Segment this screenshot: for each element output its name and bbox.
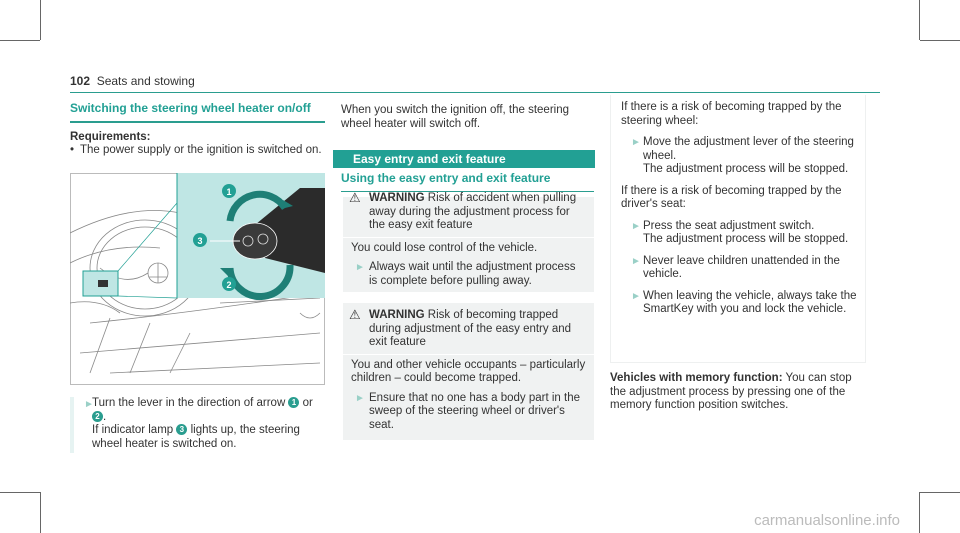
warning-step [343, 392, 594, 433]
callout-2-label: 2 [226, 280, 232, 290]
step-arrow-icon: ► [355, 262, 365, 273]
crop-mark [919, 0, 920, 40]
step-or: or [302, 397, 313, 409]
warning-step-text: Always wait until the adjustment process is complete before pulling away. [369, 261, 576, 287]
warning-text: Risk of becoming trapped during adjustment of the easy entry and exit feature [369, 309, 572, 348]
step-text-2: If indicator lamp [92, 424, 174, 436]
warning-box-1 [343, 190, 594, 292]
warning-label: WARNING [369, 309, 425, 321]
callout-1-label: 1 [226, 187, 232, 197]
step-arrow-icon: ► [631, 255, 641, 267]
watermark: carmanualsonline.info [754, 512, 900, 529]
callout-3-label: 3 [197, 236, 203, 246]
requirement-text: The power supply or the ignition is switched on. [80, 144, 322, 156]
crop-mark [919, 492, 920, 533]
step-text-3: lights up, the steering wheel heater is switched on. [92, 424, 300, 450]
right-step-3-text: Never leave children unattended in the vehicle. [643, 254, 840, 280]
feature-banner: Easy entry and exit feature [333, 150, 595, 168]
arrow-ref-2: 2 [92, 411, 103, 422]
crop-mark [40, 0, 41, 40]
left-column [70, 102, 325, 158]
step-item: ► Turn the lever in the direction of arrow 1 or 2 . If indicator lamp 3 lights up, the steering wheel heater is switched on. [84, 397, 313, 450]
warning-label: WARNING [369, 192, 425, 204]
crop-mark [920, 492, 960, 493]
crop-mark [0, 492, 40, 493]
left-step [70, 397, 325, 451]
bullet-icon: • [70, 144, 75, 156]
step-arrow-icon: ► [355, 392, 365, 404]
section-title: Seats and stowing [96, 74, 195, 88]
step-arrow-icon: ► [631, 220, 641, 232]
right-step-4-text: When leaving the vehicle, always take the SmartKey with you and lock the vehicle. [643, 289, 857, 315]
middle-intro: When you switch the ignition off, the steering wheel heater will switch off. [341, 104, 570, 130]
header-rule [70, 92, 880, 93]
lamp-ref-3: 3 [176, 424, 187, 435]
right-step-1 [621, 136, 857, 177]
arrow-ref-1: 1 [288, 397, 299, 408]
requirement-item [70, 144, 325, 158]
memory-note [610, 372, 865, 413]
right-continuation-box [610, 95, 866, 363]
warning-text: Risk of accident when pulling away during the adjustment process for the easy exit feature [369, 192, 577, 231]
requirements-label: Requirements: [70, 130, 151, 143]
right-step-4 [621, 290, 857, 317]
warning-2-header [343, 309, 594, 350]
warning-1-header [343, 192, 594, 233]
right-step-1-result: The adjustment process will be stopped. [643, 163, 849, 175]
memory-label: Vehicles with memory function: [610, 372, 783, 384]
right-step-1-text: Move the adjustment lever of the steering wheel. [643, 136, 854, 162]
warning-icon: ⚠ [349, 190, 361, 205]
right-step-2-result: The adjustment process will be stopped. [643, 233, 849, 245]
crop-mark [920, 40, 960, 41]
warning-detail: You could lose control of the vehicle. [351, 241, 538, 254]
warning-1-content [343, 190, 594, 288]
right-step-2-text: Press the seat adjustment switch. [643, 219, 815, 232]
memory-text: You can stop the adjustment process by pressing one of the memory function position switches. [610, 372, 852, 411]
warning-icon: ⚠ [349, 307, 361, 322]
warning-2-content [343, 309, 594, 432]
warning-step-text: Ensure that no one has a body part in the sweep of the steering wheel or driver's seat. [369, 391, 580, 431]
section-heading: Switching the steering wheel heater on/off [70, 101, 311, 115]
divider [343, 354, 594, 355]
subheading: Using the easy entry and exit feature [341, 171, 551, 185]
steering-wheel-illustration [70, 173, 325, 385]
trap-condition-1: If there is a risk of becoming trapped by the steering wheel: [621, 101, 842, 127]
step-arrow-icon: ► [84, 399, 94, 410]
warning-detail: You and other vehicle occupants – particularly children – could become trapped. [351, 358, 586, 384]
middle-subheading-block [341, 172, 594, 192]
warning-box-2 [343, 303, 594, 440]
crop-mark [40, 492, 41, 533]
step-text: Turn the lever in the direction of arrow [92, 397, 286, 409]
right-step-2 [621, 220, 857, 247]
divider [343, 237, 594, 238]
warning-step [343, 261, 594, 288]
crop-mark [0, 40, 40, 41]
page-header [70, 74, 195, 88]
page-number: 102 [70, 74, 91, 88]
right-step-3 [621, 255, 857, 282]
step-arrow-icon: ► [631, 137, 641, 148]
heading-rule [70, 121, 325, 123]
right-content [621, 101, 857, 317]
trap-condition-2: If there is a risk of becoming trapped by the driver's seat: [621, 184, 842, 210]
step-arrow-icon: ► [631, 290, 641, 302]
